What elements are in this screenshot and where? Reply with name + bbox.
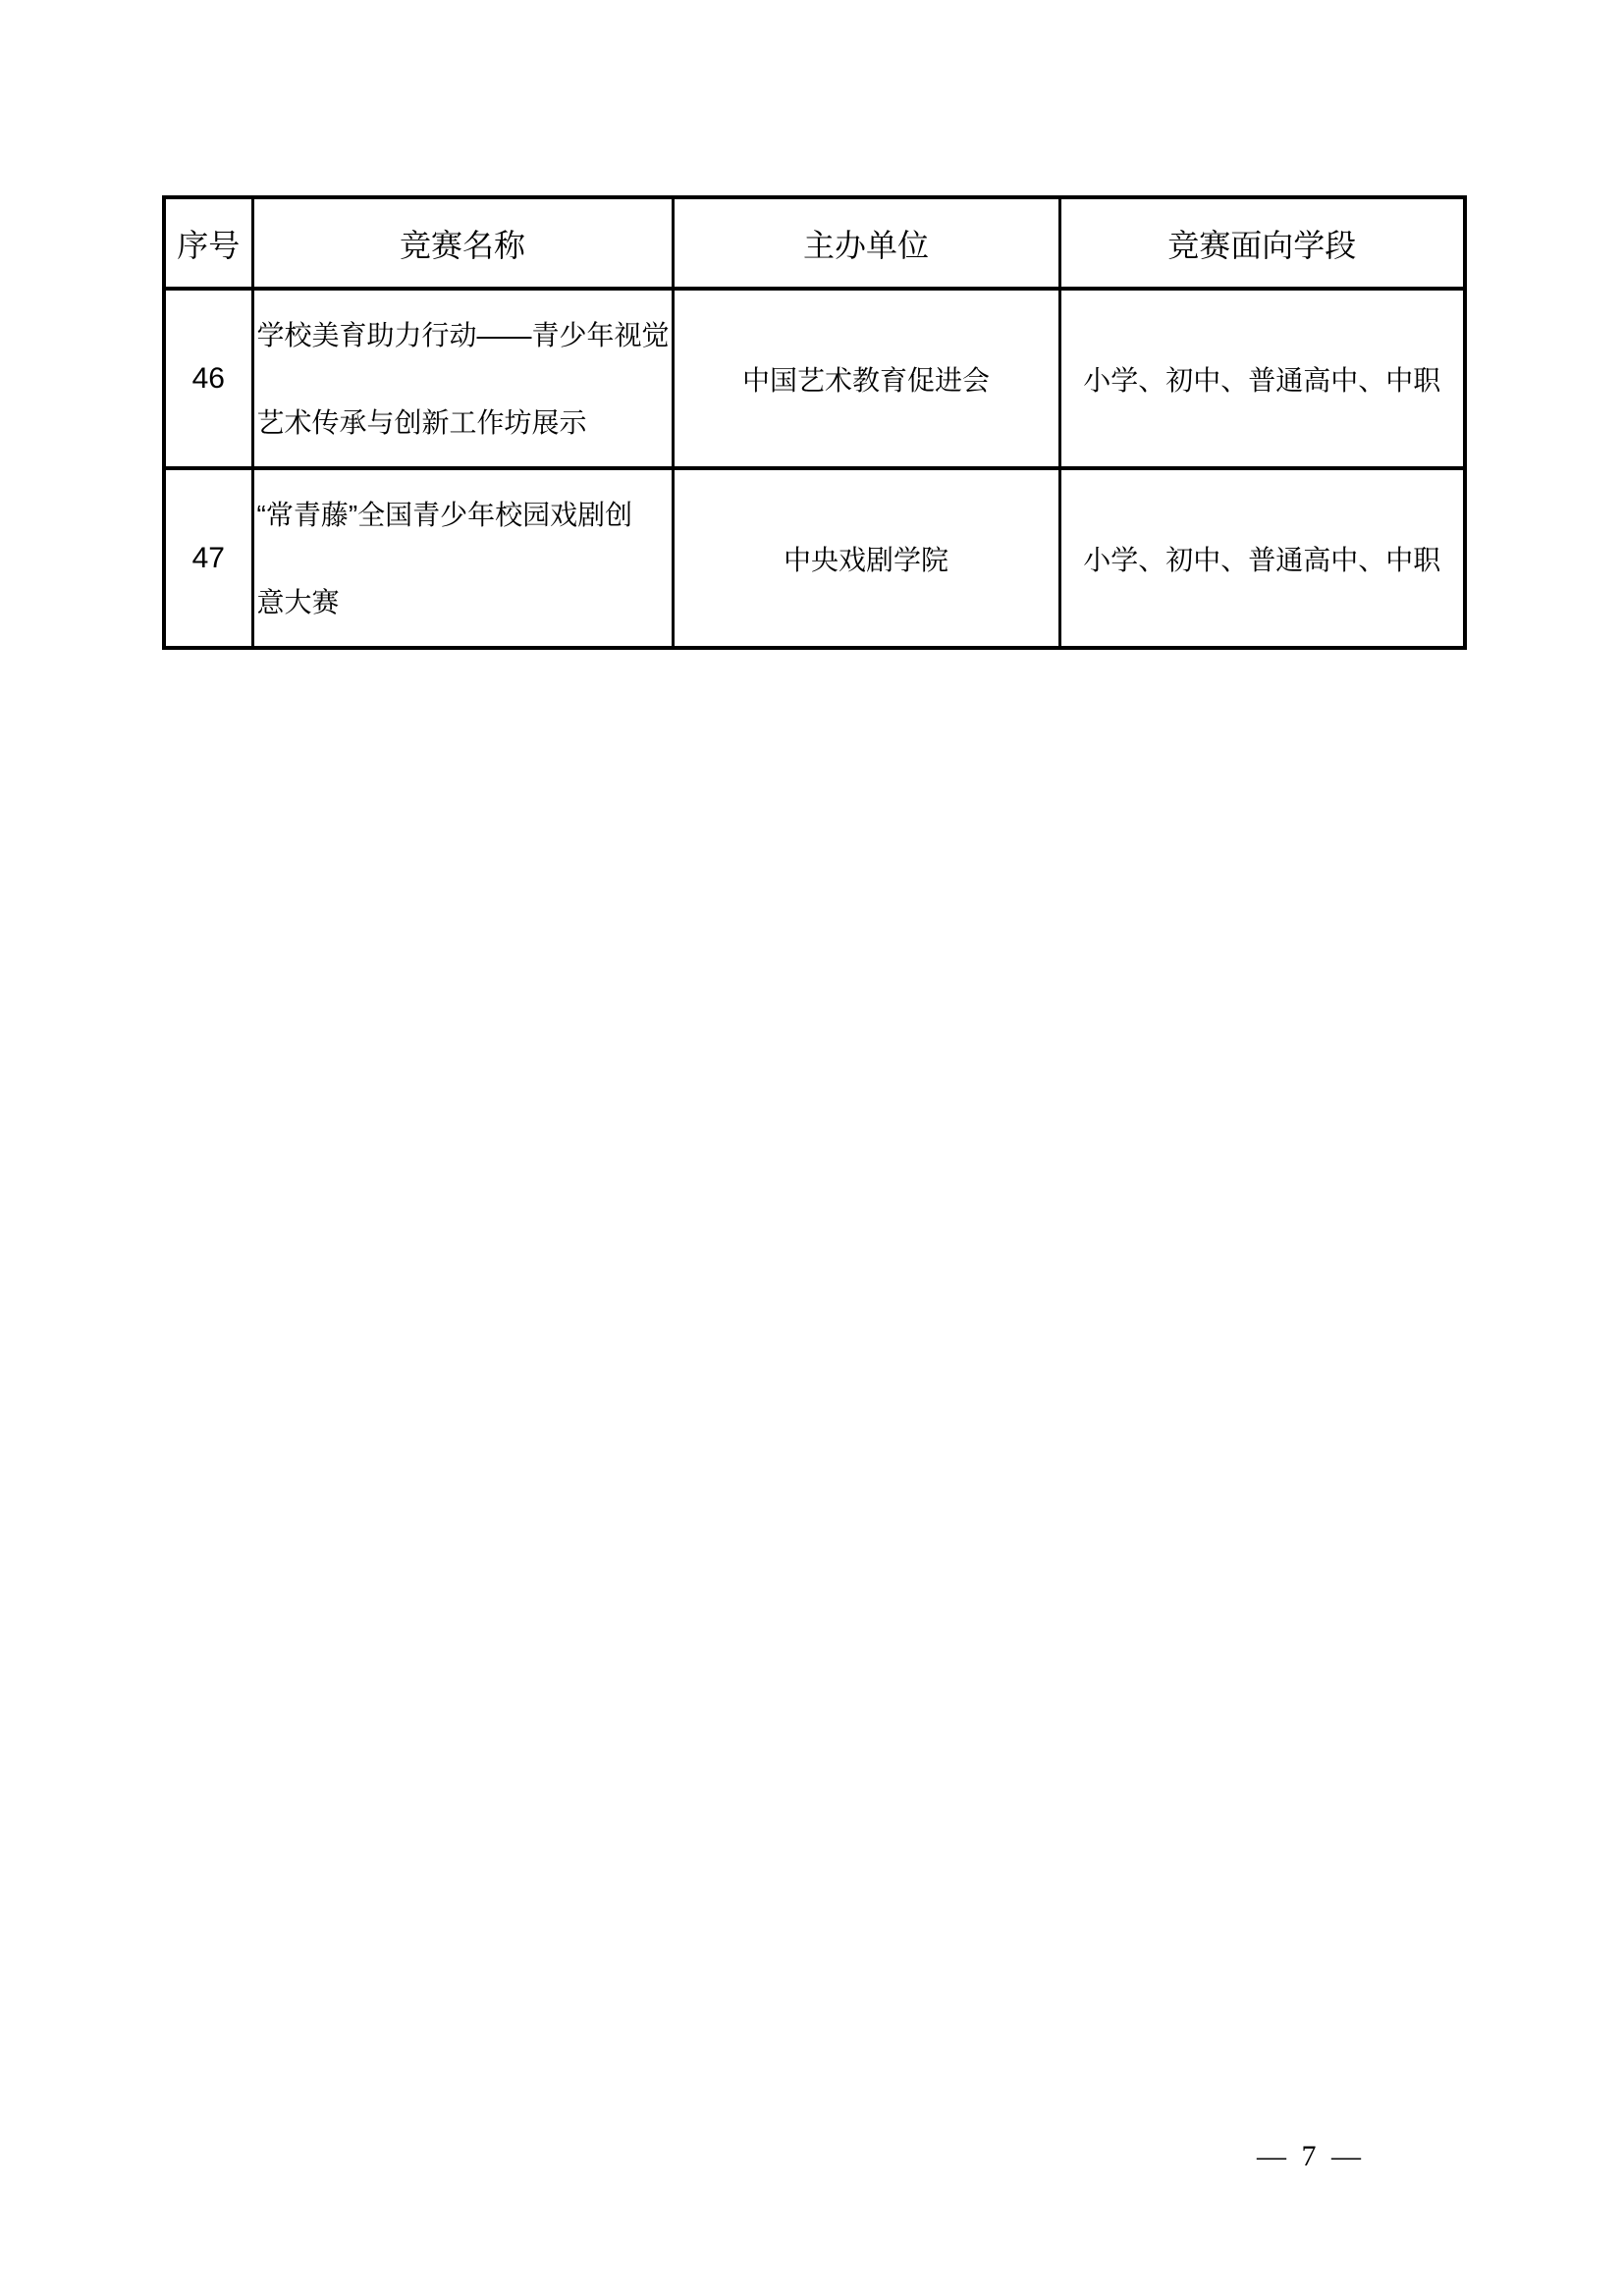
- row-47-organizer: 中央戏剧学院: [673, 468, 1059, 648]
- header-target-stage: 竞赛面向学段: [1059, 197, 1465, 289]
- header-serial-number: 序号: [164, 197, 252, 289]
- row-46-name-line-2: 艺术传承与创新工作坊展示: [256, 406, 587, 438]
- row-47-name-lines: [254, 470, 672, 646]
- row-47-name-line-1: “常青藤”全国青少年校园戏剧创: [256, 499, 633, 530]
- row-46-number: 46: [164, 289, 252, 468]
- competition-table: [162, 195, 1467, 650]
- page-number: — 7 —: [1257, 2140, 1365, 2172]
- table-header-row: [164, 197, 1465, 289]
- row-47-competition-name: [252, 468, 673, 648]
- header-competition-name: 竞赛名称: [252, 197, 673, 289]
- table-row: [164, 289, 1465, 468]
- table-row: [164, 468, 1465, 648]
- row-47-target-stage: 小学、初中、普通高中、中职: [1059, 468, 1465, 648]
- row-46-name-line-1: 学校美育助力行动——青少年视觉: [256, 319, 670, 350]
- row-47-number: 47: [164, 468, 252, 648]
- row-46-name-lines: [254, 291, 672, 466]
- row-46-target-stage: 小学、初中、普通高中、中职: [1059, 289, 1465, 468]
- row-47-name-line-2: 意大赛: [256, 586, 340, 617]
- row-46-organizer: 中国艺术教育促进会: [673, 289, 1059, 468]
- row-46-competition-name: [252, 289, 673, 468]
- header-organizer: 主办单位: [673, 197, 1059, 289]
